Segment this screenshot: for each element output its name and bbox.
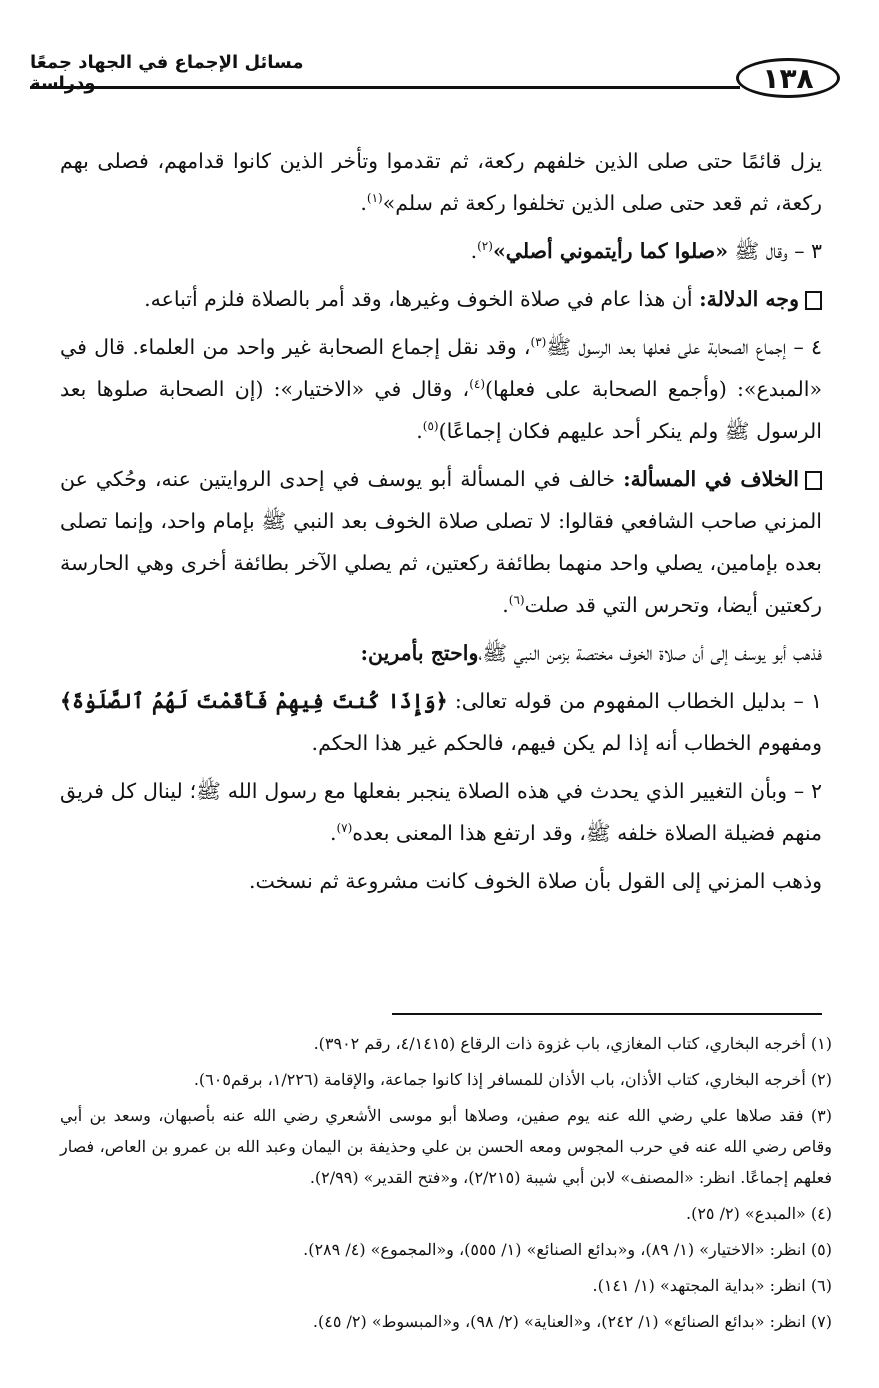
footnote: (٥) انظر: «الاختيار» (١/ ٨٩)، و«بدائع الصنائع» (١/ ٥٥٥)، و«المجموع» (٤/ ٢٨٩). (303, 1240, 832, 1259)
paragraph-text: ٢ – وبأن التغيير الذي يحدث في هذه الصلاة ينجبر بفعلها مع رسول الله ﷺ؛ لينال كل فريق منهم فضيلة الصلاة خلفه ﷺ، وقد ارتفع هذا المعنى بعده (60, 779, 822, 845)
page-header (30, 40, 840, 98)
paragraph-text: ١ – بدليل الخطاب المفهوم من قوله تعالى: (447, 689, 822, 713)
section-label: وجه الدلالة: (699, 287, 799, 311)
bold-phrase: واحتج بأمرين: (360, 641, 479, 665)
footnote-ref: (٧) (336, 821, 353, 836)
footnote-ref: (٦) (508, 593, 525, 608)
footnote: (٤) «المبدع» (٢/ ٢٥). (685, 1204, 832, 1223)
running-title: مسائل الإجماع في الجهاد جمعًا ودراسة (30, 52, 304, 94)
footnote: (٦) انظر: «بداية المجتهد» (١/ ١٤١). (592, 1276, 832, 1295)
punctuation: . (502, 593, 509, 617)
footnote-separator (392, 1013, 822, 1015)
argument-2 (60, 770, 822, 854)
punctuation: . (416, 419, 423, 443)
paragraph-continuation (60, 140, 822, 224)
paragraph-text: يزل قائمًا حتى صلى الذين خلفهم ركعة، ثم تقدموا وتأخر الذين كانوا قدامهم، فصلى بهم ركعة، ثم قعد حتى صلى الذين تخلفوا ركعة ثم سلم» (60, 149, 822, 215)
footnote: (٧) انظر: «بدائع الصنائع» (١/ ٢٤٢)، و«العناية» (٢/ ٩٨)، و«المبسوط» (٢/ ٤٥). (312, 1312, 832, 1331)
evidence-point (60, 278, 822, 320)
muzani-view: وذهب المزني إلى القول بأن صلاة الخوف كانت مشروعة ثم نسخت. (248, 869, 822, 893)
punctuation: . (329, 821, 337, 845)
paragraph-text: ، وقد نقل إجماع الصحابة غير واحد من العلماء. قال في «المبدع»: (وأجمع الصحابة على فعلها) (60, 335, 822, 401)
punctuation: . (360, 191, 367, 215)
footnote-ref: (١) (366, 191, 383, 206)
footnote-ref: (٣) (530, 335, 547, 350)
footnote: (١) أخرجه البخاري، كتاب المغازي، باب غزوة ذات الرقاع (٤/١٤١٥، رقم ٣٩٠٢). (313, 1034, 832, 1053)
quran-verse: ﴿وَإِذَا كُنتَ فِيهِمْ فَأَقَمْتَ لَهُمُ ٱلصَّلَوٰةَ﴾ (60, 689, 448, 713)
footnote: (٢) أخرجه البخاري، كتاب الأذان، باب الأذان للمسافر إذا كانوا جماعة، والإقامة (١/٢٢٦، برقم٦٠٥). (193, 1070, 832, 1089)
footnote: (٣) فقد صلاها علي رضي الله عنه يوم صفين، وصلاها أبو موسى الأشعري رضي الله عنه بأصبهان، وسعد بن أبي وقاص رضي الله عنه في حرب المجوس ومعه الحسن بن علي وحذيفة بن اليمان وعبد الله بن عمرو بن العاص، فصار فعلهم إجماعًا. انظر: «المصنف» لابن أبي شيبة (٢/٢١٥)، و«فتح القدير» (٢/٩٩). (60, 1106, 832, 1187)
footnote-ref: (٥) (422, 419, 439, 434)
page-number: ١٣٨ (736, 58, 840, 98)
evidence-3 (60, 230, 822, 272)
paragraph-text: خالف في المسألة أبو يوسف في إحدى الروايتين عنه، وحُكي عن المزني صاحب الشافعي فقالوا: لا تصلى صلاة الخوف بعد النبي ﷺ بإمام واحد، وإنما تصلى بعده بإمامين، يصلي واحد منهما بطائفة ركعتين، ثم يصلي الآخر بطائفة أخرى وهي الحارسة ركعتين أيضا، وتحرس التي قد صلت (60, 467, 822, 617)
punctuation: . (470, 239, 478, 263)
disagreement-section (60, 458, 822, 626)
hadith-quote: «صلوا كما رأيتموني أصلي» (492, 239, 729, 263)
paragraph-text: أن هذا عام في صلاة الخوف وغيرها، وقد أمر بالصلاة فلزم أتباعه. (144, 287, 700, 311)
paragraph-text: ومفهوم الخطاب أنه إذا لم يكن فيهم، فالحكم غير هذا الحكم. (311, 731, 822, 755)
square-bullet-icon (805, 291, 822, 310)
main-text (60, 140, 822, 908)
argument-1 (60, 680, 822, 764)
abu-yusuf-view (60, 632, 822, 674)
paragraph-text: ٣ – وقال ﷺ (728, 239, 822, 263)
evidence-4 (60, 326, 822, 452)
header-rule (30, 86, 740, 89)
footnote-ref: (٤) (469, 377, 486, 392)
square-bullet-icon (805, 471, 822, 490)
footnotes (60, 1028, 832, 1342)
footnote-ref: (٢) (477, 239, 493, 254)
section-label: الخلاف في المسألة: (623, 467, 799, 491)
paragraph-text: ٤ – إجماع الصحابة على فعلها بعد الرسول ﷺ (546, 335, 822, 359)
paragraph-text: فذهب أبو يوسف إلى أن صلاة الخوف مختصة بزمن النبي ﷺ، (478, 641, 822, 665)
paragraph-text: ، وقال في «الاختيار»: (إن الصحابة صلوها بعد الرسول ﷺ ولم ينكر أحد عليهم فكان إجماعًا) (60, 377, 822, 443)
